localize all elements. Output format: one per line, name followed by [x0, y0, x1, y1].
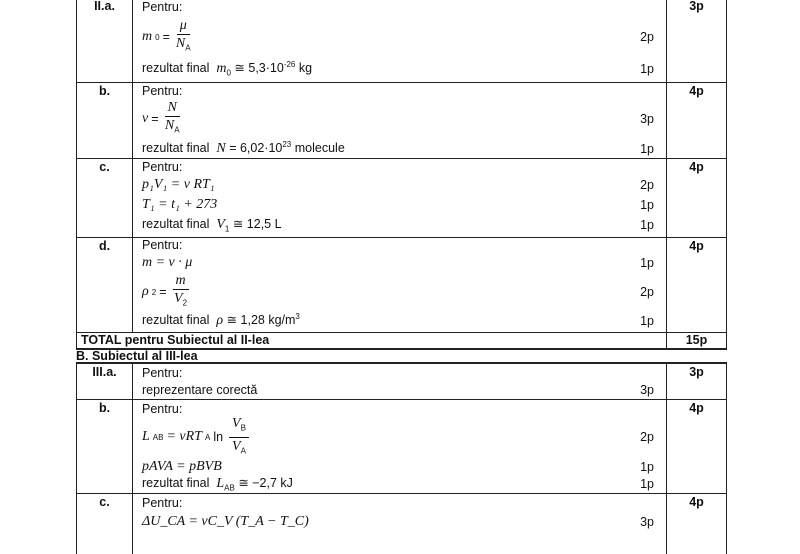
row-points: 4p: [689, 401, 704, 415]
grading-table-subject-2: [76, 0, 727, 350]
row-label: c.: [77, 159, 133, 237]
pentru-label: Pentru:: [142, 0, 183, 14]
row-label: II.a.: [77, 0, 133, 82]
partial-points: 1p: [640, 459, 654, 474]
formula: pAVA = pBVB: [142, 458, 222, 474]
row-3a: [77, 364, 726, 400]
total-points: 15p: [685, 333, 708, 347]
partial-points: 2p: [640, 285, 654, 299]
final-result: rezultat final $N = 6,02\cdot 10^{23}$ molecule: [142, 140, 345, 157]
formula: ρ 2 = $\frac{m}{V_2}$: [142, 272, 188, 308]
formula: ν = $\frac{N}{N_A}$: [142, 99, 180, 135]
partial-points: 1p: [640, 198, 654, 212]
final-result: rezultat final $m_0$ ≅ $5,3\cdot 10^{-26}$ kg: [142, 60, 313, 78]
row-2b: [77, 83, 726, 159]
formula: ΔU_CA = νC_V (T_A − T_C): [142, 514, 309, 529]
row-label: d.: [77, 238, 133, 332]
row-points: 4p: [689, 239, 704, 253]
formula: L AB = νRT A ln $\frac{V_B}{V_A}$: [142, 415, 249, 459]
final-result: rezultat final $L_{AB}$ ≅ −2,7 kJ: [142, 476, 293, 493]
partial-points: 3p: [640, 112, 654, 126]
partial-points: 3p: [640, 382, 654, 397]
pentru-label: Pentru:: [142, 495, 183, 510]
row-3c: [77, 494, 726, 554]
row-label: b.: [77, 400, 133, 493]
row-label: c.: [77, 494, 133, 554]
row-3b: [77, 400, 726, 494]
grading-table-subject-3: [76, 362, 727, 554]
total-row: [77, 333, 726, 350]
row-2d: [77, 238, 726, 333]
final-result: rezultat final ρ ≅ 1,28 $kg/m^3$: [142, 312, 300, 329]
final-result: rezultat final $V_1$ ≅ 12,5 L: [142, 217, 282, 234]
partial-points: 2p: [640, 178, 654, 192]
row-points: 3p: [689, 0, 704, 13]
section-heading: B. Subiectul al III-lea: [76, 349, 198, 363]
pentru-label: Pentru:: [142, 401, 183, 416]
formula: p₁V₁ = ν RT₁: [142, 177, 215, 192]
row-2c: [77, 159, 726, 238]
partial-points: 1p: [640, 314, 654, 328]
row-points: 4p: [689, 84, 704, 98]
partial-points: 1p: [640, 477, 654, 491]
row-points: 3p: [689, 365, 704, 379]
pentru-label: Pentru:: [142, 365, 183, 380]
row-points: 4p: [689, 160, 704, 174]
row-label: III.a.: [77, 364, 133, 399]
pentru-label: Pentru:: [142, 238, 183, 252]
partial-points: 1p: [640, 256, 654, 270]
partial-points: 1p: [640, 62, 654, 76]
partial-points: 1p: [640, 142, 654, 156]
formula: m = ν · μ: [142, 255, 193, 270]
formula: m 0 = $\frac{\mu}{N_A}$: [142, 17, 191, 53]
row-label: b.: [77, 83, 133, 158]
partial-points: 3p: [640, 515, 654, 529]
row-2a: [77, 0, 726, 83]
formula: T₁ = t₁ + 273: [142, 197, 218, 212]
total-label: TOTAL pentru Subiectul al II-lea: [77, 333, 667, 348]
partial-points: 1p: [640, 218, 654, 232]
pentru-label: Pentru:: [142, 84, 183, 98]
row-points: 4p: [689, 495, 704, 509]
partial-points: 2p: [640, 430, 654, 444]
partial-points: 2p: [640, 30, 654, 44]
pentru-label: Pentru:: [142, 160, 183, 174]
criterion: reprezentare corectă: [142, 382, 258, 397]
